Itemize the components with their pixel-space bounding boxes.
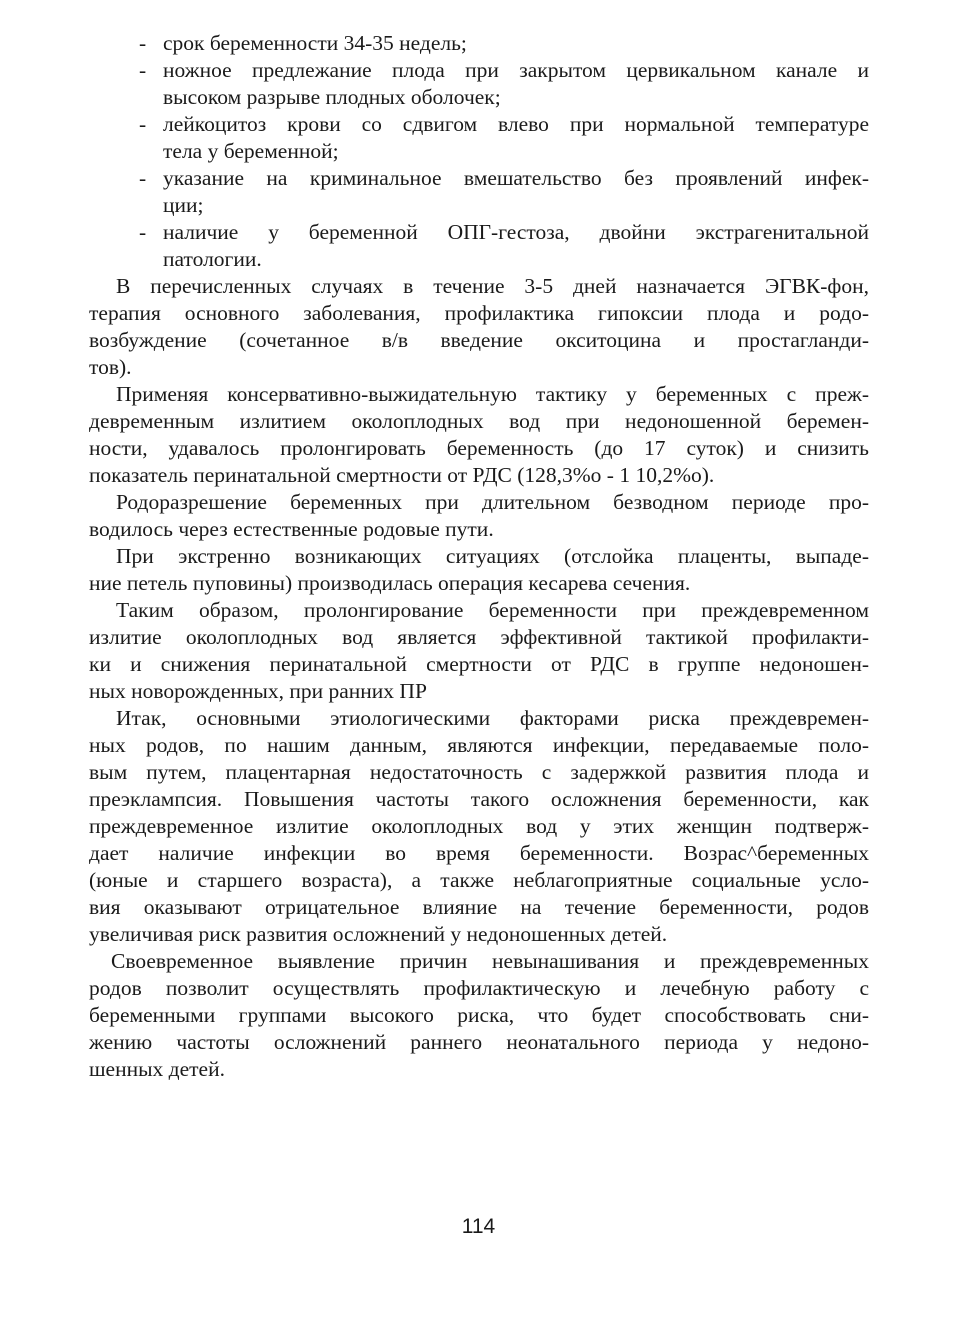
text-line: беременными группами высокого риска, что будет способствовать сни- (89, 1003, 869, 1027)
text-line: (юные и старшего возраста), а также неблагоприятные социальные усло- (89, 868, 869, 892)
page-number: 114 (461, 1215, 496, 1238)
text-line: ние петель пуповины) производилась операция кесарева сечения. (89, 571, 691, 595)
text-line: патологии. (163, 247, 262, 271)
paragraph (89, 489, 869, 543)
text-line: показатель перинатальной смертности от РДС (128,3%о - 1 10,2%о). (89, 463, 715, 487)
bullet-dash: - (139, 220, 147, 244)
text-line: Применяя консервативно-выжидательную тактику у беременных с преж- (116, 382, 869, 406)
bullet-dash: - (139, 31, 147, 55)
paragraph (89, 597, 869, 705)
text-line: излитие околоплодных вод является эффективной тактикой профилакти- (89, 625, 869, 649)
bullet-dash: - (139, 112, 147, 136)
bullet-item (139, 30, 869, 57)
text-line: родов позволит осуществлять профилактическую и лечебную работу с (89, 976, 869, 1000)
text-line: ных родов, по нашим данным, являются инфекции, передаваемые поло- (89, 733, 869, 757)
text-line: шенных детей. (89, 1057, 225, 1081)
text-line: ных новорожденных, при ранних ПР (89, 679, 427, 703)
paragraph (89, 273, 869, 381)
text-line: Итак, основными этиологическими факторами риска преждевремен- (116, 706, 869, 730)
bullet-list (139, 30, 869, 273)
text-line: срок беременности 34-35 недель; (163, 31, 467, 55)
text-line: ции; (163, 193, 204, 217)
text-line: тела у беременной; (163, 139, 339, 163)
paragraph (89, 543, 869, 597)
paragraph (89, 948, 869, 1083)
text-line: лейкоцитоз крови со сдвигом влево при нормальной температуре (163, 112, 869, 136)
bullet-dash: - (139, 58, 147, 82)
text-line: дает наличие инфекции во время беременности. Возрас^беременных (89, 841, 869, 865)
text-line: водилось через естественные родовые пути. (89, 517, 494, 541)
page-body (89, 30, 869, 1083)
text-line: девременным излитием околоплодных вод при недоношенной беремен- (89, 409, 869, 433)
bullet-item (139, 57, 869, 111)
text-line: преэклампсия. Повышения частоты такого осложнения беременности, как (89, 787, 869, 811)
text-line: Своевременное выявление причин невынашивания и преждевременных (111, 949, 869, 973)
text-line: ки и снижения перинатальной смертности от РДС в группе недоношен- (89, 652, 869, 676)
bullet-dash: - (139, 166, 147, 190)
text-line: увеличивая риск развития осложнений у недоношенных детей. (89, 922, 668, 946)
text-line: преждевременное излитие околоплодных вод у этих женщин подтверж- (89, 814, 869, 838)
text-line: жению частоты осложнений раннего неонатального периода у недоно- (89, 1030, 869, 1054)
text-line: В перечисленных случаях в течение 3-5 дней назначается ЭГВК-фон, (116, 274, 869, 298)
text-line: возбуждение (сочетанное в/в введение окситоцина и простагланди- (89, 328, 869, 352)
text-line: ножное предлежание плода при закрытом цервикальном канале и (163, 58, 869, 82)
text-line: вия оказывают отрицательное влияние на течение беременности, родов (89, 895, 869, 919)
text-line: вым путем, плацентарная недостаточность с задержкой развития плода и (89, 760, 869, 784)
text-line: Таким образом, пролонгирование беременности при преждевременном (116, 598, 869, 622)
text-line: наличие у беременной ОПГ-гестоза, двойни экстрагенитальной (163, 220, 869, 244)
text-line: указание на криминальное вмешательство без проявлений инфек- (163, 166, 869, 190)
text-line: Родоразрешение беременных при длительном безводном периоде про- (116, 490, 869, 514)
text-line: тов). (89, 355, 132, 379)
paragraph (89, 705, 869, 948)
text-line: ности, удавалось пролонгировать беременность (до 17 суток) и снизить (89, 436, 869, 460)
bullet-item (139, 111, 869, 165)
paragraph (89, 381, 869, 489)
bullet-item (139, 165, 869, 219)
text-line: При экстренно возникающих ситуациях (отслойка плаценты, выпаде- (116, 544, 869, 568)
bullet-item (139, 219, 869, 273)
text-line: терапия основного заболевания, профилактика гипоксии плода и родо- (89, 301, 869, 325)
text-line: высоком разрыве плодных оболочек; (163, 85, 501, 109)
